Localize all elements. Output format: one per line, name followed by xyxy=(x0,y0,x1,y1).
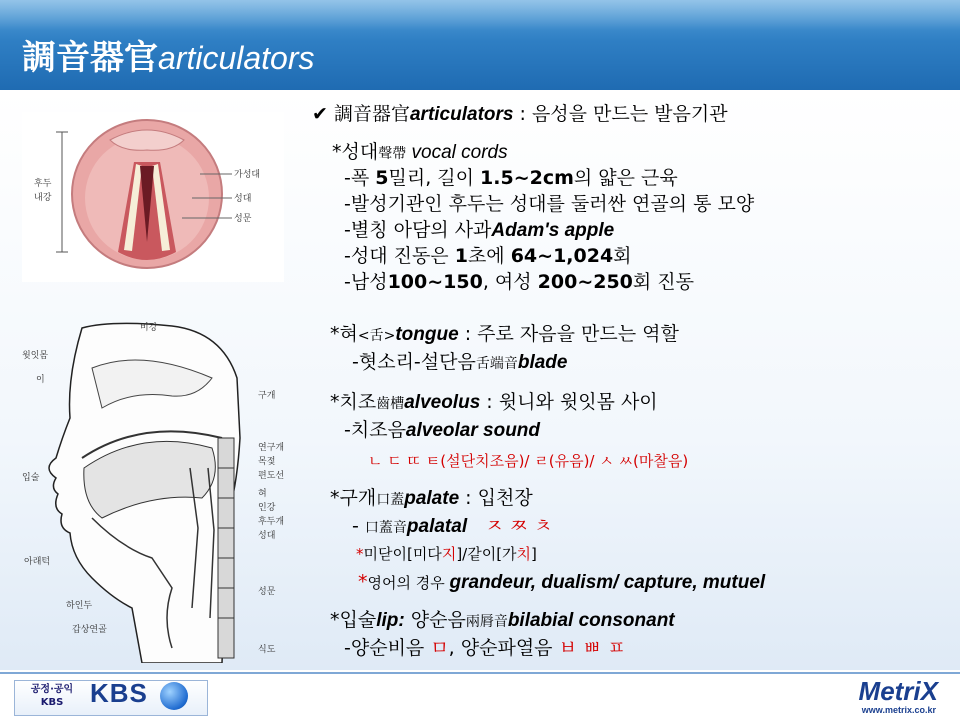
kbs-logo: KBS xyxy=(90,678,148,708)
label-tongue: 혀 xyxy=(258,489,267,499)
vocal-cords-item-4: -성대 진동은 1초에 64~1,024회 xyxy=(344,245,632,267)
label-uvula: 목젖 xyxy=(258,457,276,467)
header-shine xyxy=(0,0,960,30)
palate-heading: *구개口蓋palate : 입천장 xyxy=(330,487,533,509)
lip-item-1: -양순비음 ㅁ, 양순파열음 ㅂ ㅃ ㅍ xyxy=(344,637,626,659)
label-hyoid: 하인두 xyxy=(66,601,93,611)
palate-item-1: - 口蓋音palatal ㅈ ㅉ ㅊ xyxy=(352,515,553,537)
vocal-cords-item-3: -별칭 아담의 사과Adam's apple xyxy=(344,219,615,241)
label-larynx-cavity: 후두개 xyxy=(258,517,285,527)
label-teeth: 이 xyxy=(36,375,45,385)
vocal-cords-heading: *성대聲帶 vocal cords xyxy=(332,141,508,163)
tongue-item-1: -혓소리-설단음舌端音blade xyxy=(352,351,568,373)
alveolus-item-1: -치조음alveolar sound xyxy=(344,419,541,441)
label-nasal-cavity: 비강 xyxy=(140,323,158,333)
palate-item-2: *미닫이[미다지]/같이[가치] xyxy=(356,545,537,563)
label-palate: 구개 xyxy=(258,391,276,401)
vocal-cords-illustration xyxy=(22,112,284,282)
title-english: articulators xyxy=(158,40,315,76)
heading-line: ✔ 調音器官articulators : 음성을 만드는 발음기관 xyxy=(312,103,728,125)
vocal-cords-item-5: -남성100~150, 여성 200~250회 진동 xyxy=(344,271,695,293)
vocal-cords-item-2: -발성기관인 후두는 성대를 둘러싼 연골의 통 모양 xyxy=(344,193,755,215)
label-false-cords: 가성대 xyxy=(234,170,261,180)
label-vocal-cords: 성대 xyxy=(234,194,252,204)
footer-rule xyxy=(0,672,960,674)
check-icon: ✔ xyxy=(312,103,328,125)
vocal-cords-figure xyxy=(22,112,284,282)
larynx-label-2: 내강 xyxy=(34,193,52,203)
alveolus-heading: *치조齒槽alveolus : 윗니와 윗잇몸 사이 xyxy=(330,391,658,413)
lip-heading: *입술lip: 양순음兩脣音bilabial consonant xyxy=(330,609,675,631)
tongue-heading: *혀<舌>tongue : 주로 자음을 만드는 역할 xyxy=(330,323,679,345)
metrix-url: www.metrix.co.kr xyxy=(861,705,936,715)
title-hanja: 調音器官 xyxy=(22,38,158,78)
label-glottis-head: 성문 xyxy=(258,587,276,597)
alveolus-item-2: ㄴ ㄷ ㄸ ㅌ(설단치조음)/ ㄹ(유음)/ ㅅ ㅆ(마찰음) xyxy=(368,452,689,470)
palate-item-3: *영어의 경우 grandeur, dualism/ capture, mutuel xyxy=(358,571,766,593)
label-soft-palate: 연구개 xyxy=(258,443,285,453)
label-glottis: 성문 xyxy=(234,214,252,224)
label-thyroid: 갑상연골 xyxy=(72,625,107,635)
label-esophagus: 식도 xyxy=(258,645,276,655)
vocal-tract-figure xyxy=(22,318,290,663)
slide-title xyxy=(22,30,315,79)
vocal-tract-illustration xyxy=(22,318,290,663)
label-upper-gum: 윗잇몸 xyxy=(22,351,49,361)
label-tonsil: 편도선 xyxy=(258,471,285,481)
metrix-logo: MetriX xyxy=(858,676,938,706)
larynx-label-1: 후두 xyxy=(34,179,52,189)
label-vocal-cords-head: 성대 xyxy=(258,531,276,541)
label-lower-jaw: 아래턱 xyxy=(24,557,51,567)
kbs-globe-icon xyxy=(160,682,188,710)
label-pharynx: 인강 xyxy=(258,503,276,513)
vocal-cords-item-1: -폭 5밀리, 길이 1.5~2cm의 얇은 근육 xyxy=(344,167,678,189)
label-lips: 입술 xyxy=(22,473,40,483)
kbs-public-logo: 공정·공익 KBS xyxy=(30,684,74,708)
